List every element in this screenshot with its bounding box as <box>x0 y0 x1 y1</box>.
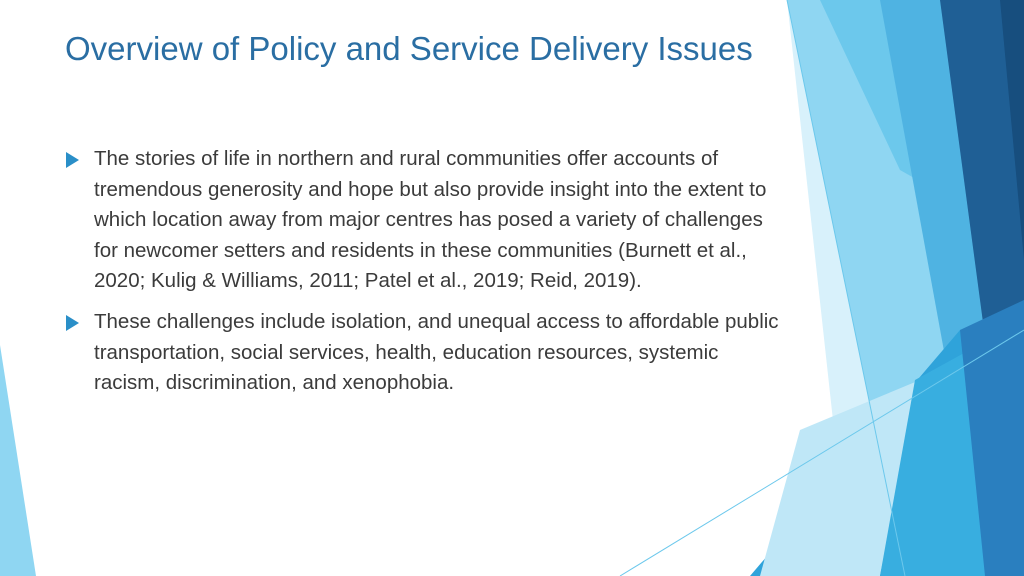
slide-title: Overview of Policy and Service Delivery Issues <box>65 30 753 67</box>
bullet-item <box>64 144 784 297</box>
bullet-item <box>64 307 784 399</box>
bullet-text: The stories of life in northern and rural communities offer accounts of tremendous generosity and hope but also provide insight into the extent to which location away from major centres has posed a variety of challenges for newcomer setters and residents in these communities (Burnett et al., 2020; Kulig & Williams, 2011; Patel et al., 2019; Reid, 2019). <box>94 147 767 293</box>
bullet-text: These challenges include isolation, and unequal access to affordable public transportation, social services, health, education resources, systemic racism, discrimination, and xenophobia. <box>94 309 779 395</box>
bullet-list <box>64 144 784 409</box>
left-accent-shape <box>0 345 36 576</box>
triangle-bullet-icon <box>66 152 79 168</box>
triangle-bullet-icon <box>66 315 79 331</box>
